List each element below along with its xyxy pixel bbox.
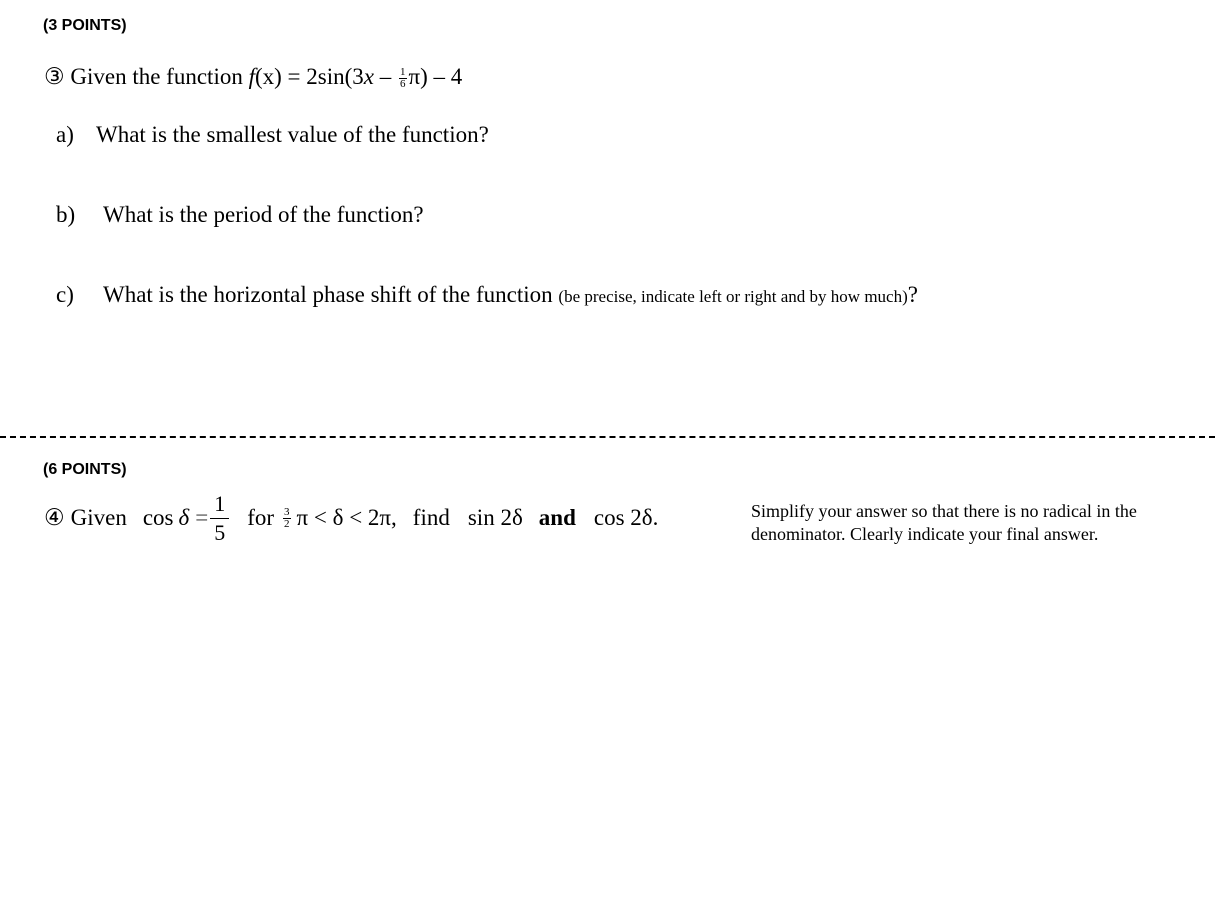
range-fraction: [283, 507, 291, 530]
question-b: [56, 202, 424, 228]
question-c-note: (be precise, indicate left or right and by how much): [558, 287, 908, 306]
sin-expression: sin 2δ: [467, 505, 523, 530]
find-word: find: [412, 505, 450, 530]
and-word: and: [538, 505, 576, 530]
function-minus: –: [374, 64, 397, 89]
for-word: for: [247, 505, 275, 530]
range-fraction-den: 2: [284, 517, 290, 530]
function-fraction-den: 6: [400, 78, 406, 91]
question-b-text: What is the period of the function?: [103, 202, 424, 227]
section4-problem-statement: [44, 486, 658, 550]
question-c-end: ?: [907, 282, 918, 307]
section3-intro: Given the function: [70, 64, 243, 89]
question-c-text: What is the horizontal phase shift of the function: [103, 282, 553, 307]
question-b-label: b): [56, 202, 76, 227]
section4-points-label: (6 POINTS): [43, 461, 127, 478]
question-a-text: What is the smallest value of the function?: [96, 122, 489, 147]
function-x: x: [363, 64, 374, 89]
question-c-label: c): [56, 282, 74, 307]
answer-instructions: [751, 500, 1137, 546]
question-a-label: a): [56, 122, 74, 147]
instructions-line-2: denominator. Clearly indicate your final answer.: [751, 524, 1099, 544]
cos-label: cos: [142, 505, 174, 530]
section-divider: [0, 436, 1215, 438]
section4-given: Given: [70, 505, 127, 530]
cos-expression: cos 2δ.: [593, 505, 659, 530]
question-a: [56, 122, 489, 148]
range-fraction-num: 3: [284, 505, 290, 518]
instructions-line-1: Simplify your answer so that there is no radical in the: [751, 501, 1137, 521]
section3-problem-statement: [44, 64, 462, 90]
question-c: [56, 282, 918, 308]
cos-value-fraction: [210, 490, 229, 545]
section3-points-label: (3 POINTS): [43, 17, 127, 34]
function-fraction-num: 1: [400, 66, 406, 79]
delta-symbol: δ: [178, 505, 190, 530]
cos-value-num: 1: [210, 493, 229, 519]
function-name: f: [248, 64, 255, 89]
equals-sign: =: [195, 505, 209, 530]
problem4-marker: ④: [44, 505, 65, 530]
problem3-marker: ③: [44, 64, 65, 89]
cos-value-den: 5: [214, 519, 226, 545]
function-arg-open: (x) = 2sin(3: [254, 64, 364, 89]
function-pi-close: π) – 4: [408, 64, 463, 89]
range-rest: π < δ < 2π,: [296, 505, 397, 530]
function-fraction: [399, 67, 407, 90]
